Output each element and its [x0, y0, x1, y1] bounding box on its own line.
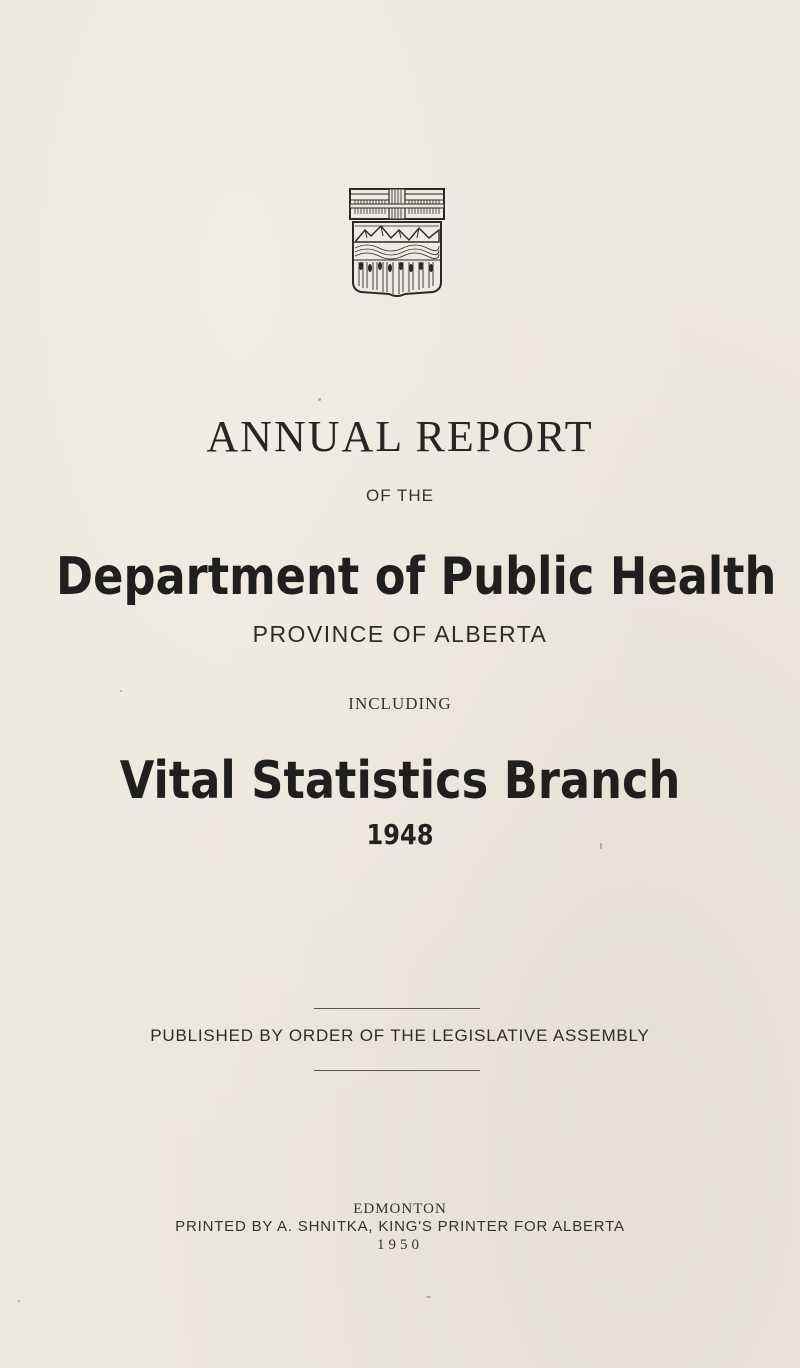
divider-bottom: [314, 1070, 480, 1071]
of-the-label: OF THE: [365, 486, 435, 505]
including-label: INCLUDING: [348, 694, 452, 713]
paper-speck: [318, 398, 321, 401]
province-label: PROVINCE OF ALBERTA: [252, 621, 548, 647]
imprint-city: EDMONTON: [353, 1201, 447, 1217]
published-by-note: PUBLISHED BY ORDER OF THE LEGISLATIVE ASSEMBLY: [150, 1026, 650, 1045]
divider-top: [314, 1008, 480, 1009]
alberta-coat-of-arms-icon: [347, 186, 447, 298]
report-heading: ANNUAL REPORT: [206, 412, 594, 461]
paper-speck: [120, 690, 122, 692]
paper-speck: [426, 1296, 431, 1298]
imprint-printer: PRINTED BY A. SHNITKA, KING'S PRINTER FOR ALBERTA: [175, 1218, 625, 1235]
department-title: Department of Public Health: [56, 547, 777, 607]
imprint-year: 1950: [377, 1237, 423, 1253]
paper-speck: [18, 1300, 20, 1302]
report-year: 1948: [366, 818, 434, 851]
paper-speck: [600, 843, 602, 849]
branch-title: Vital Statistics Branch: [119, 751, 681, 811]
